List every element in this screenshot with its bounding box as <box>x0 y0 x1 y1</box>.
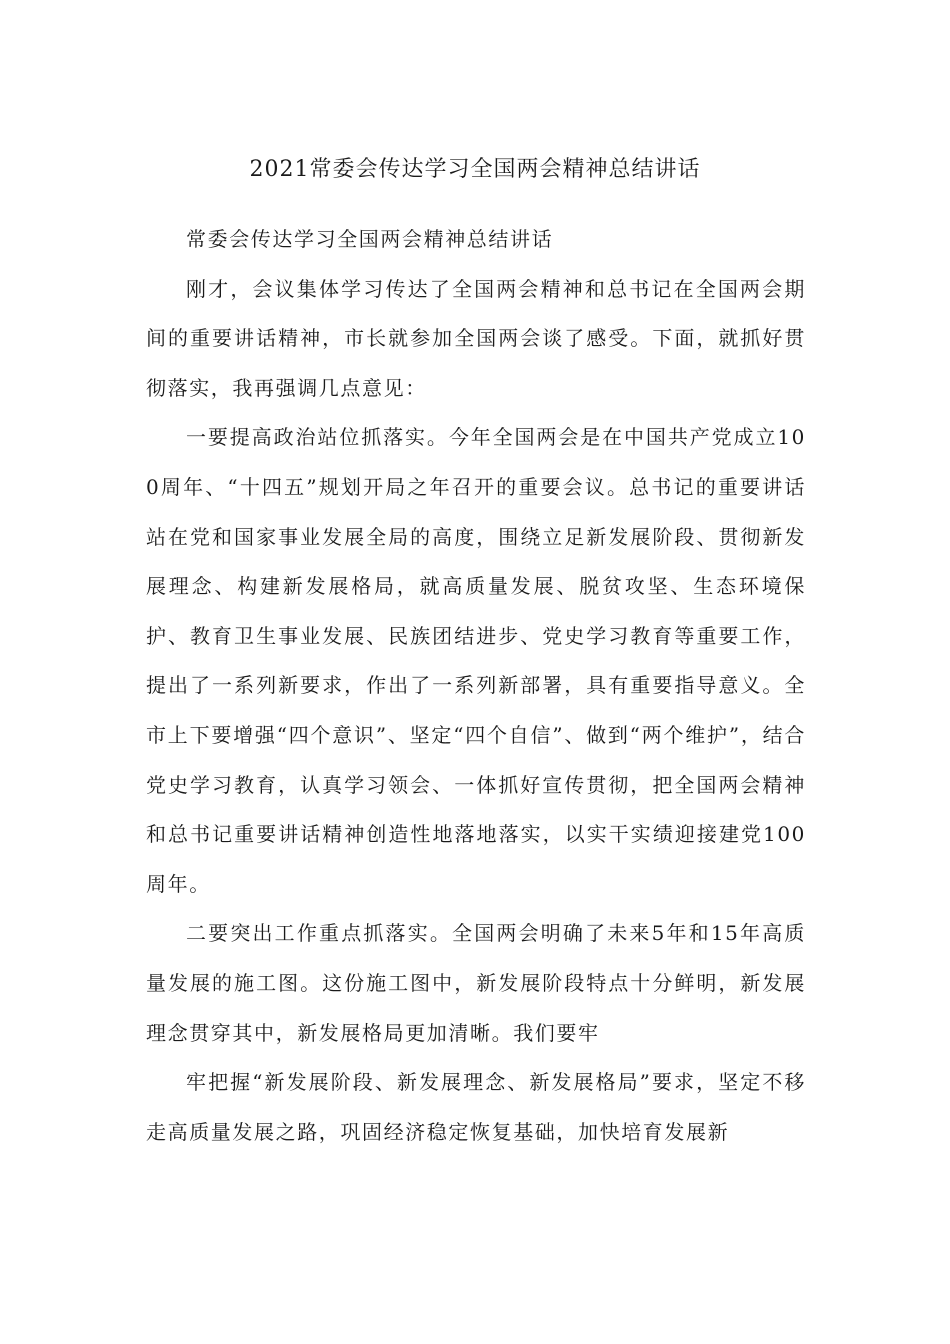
paragraph-intro: 刚才，会议集体学习传达了全国两会精神和总书记在全国两会期间的重要讲话精神，市长就参加全国两会谈了感受。下面，就抓好贯彻落实，我再强调几点意见： <box>146 276 806 400</box>
paragraph-subtitle: 常委会传达学习全国两会精神总结讲话 <box>186 227 554 251</box>
paragraph-point-two: 二要突出工作重点抓落实。全国两会明确了未来5年和15年高质量发展的施工图。这份施工图中，新发展阶段特点十分鲜明，新发展理念贯穿其中，新发展格局更加清晰。我们要牢 <box>146 921 806 1045</box>
document-title: 2021常委会传达学习全国两会精神总结讲话 <box>249 157 701 182</box>
document-body <box>146 215 806 1157</box>
paragraph-continuation: 牢把握“新发展阶段、新发展理念、新发展格局”要求，坚定不移走高质量发展之路，巩固经济稳定恢复基础，加快培育发展新 <box>146 1070 806 1144</box>
paragraph-point-one: 一要提高政治站位抓落实。今年全国两会是在中国共产党成立100周年、“十四五”规划开局之年召开的重要会议。总书记的重要讲话站在党和国家事业发展全局的高度，围绕立足新发展阶段、贯彻新发展理念、构建新发展格局，就高质量发展、脱贫攻坚、生态环境保护、教育卫生事业发展、民族团结进步、党史学习教育等重要工作，提出了一系列新要求，作出了一系列新部署，具有重要指导意义。全市上下要增强“四个意识”、坚定“四个自信”、做到“两个维护”，结合党史学习教育，认真学习领会、一体抓好宣传贯彻，把全国两会精神和总书记重要讲话精神创造性地落地落实，以实干实绩迎接建党100周年。 <box>146 425 806 896</box>
